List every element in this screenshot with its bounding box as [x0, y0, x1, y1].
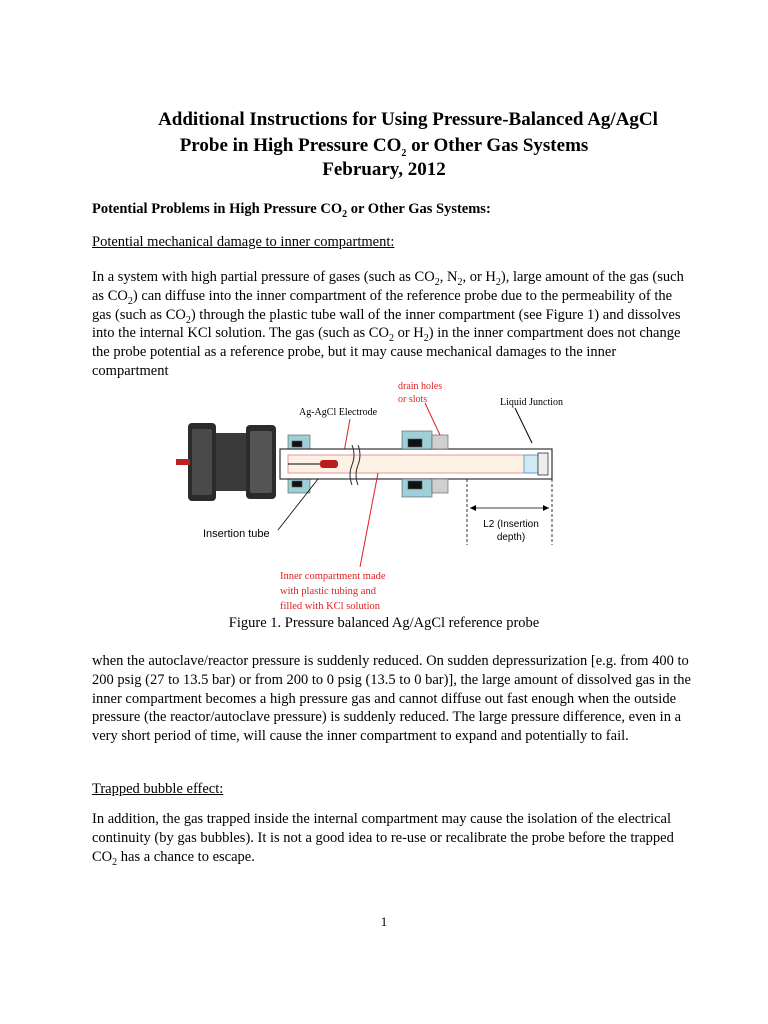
subheading-trapped-bubble: Trapped bubble effect: [92, 781, 224, 797]
inner-leader [360, 473, 378, 567]
drain-holes-label-2: or slots [398, 394, 428, 405]
paragraph-3: In addition, the gas trapped inside the internal compartment may cause the isolation of the electrical continuity (by gas bubbles). It is not a good idea to re-use or recalibrate the probe before the trapped $CO_2$ has a chance to escape. [92, 811, 674, 868]
title-date: February, 2012 [322, 159, 446, 180]
inner-compartment-label-3: filled with KCl solution [280, 601, 381, 612]
title-line-1: Additional Instructions for Using Pressure-Balanced Ag/AgCl [158, 109, 658, 130]
inner-compartment-label: Inner compartment made [280, 571, 386, 582]
l2-label-2: depth) [496, 532, 526, 543]
l2-label: L2 (Insertion [483, 519, 539, 530]
title-line-2: Probe in High Pressure $CO_2$ or Other Gas Systems [179, 135, 589, 159]
subheading-mechanical-damage: Potential mechanical damage to inner compartment: [92, 234, 395, 250]
drain-leader [425, 403, 440, 435]
drain-holes-label: drain holes [398, 381, 443, 392]
probe-diagram [170, 375, 590, 615]
liquid-junction [524, 455, 538, 473]
figure-caption: Figure 1. Pressure balanced Ag/AgCl reference probe [228, 615, 540, 631]
terminal-pin [176, 459, 190, 465]
compression-fitting [188, 423, 276, 501]
junction-leader [515, 408, 532, 443]
electrode-tip [320, 460, 338, 468]
section-heading: Potential Problems in High Pressure $CO_2$ or Other Gas Systems: [92, 201, 491, 220]
insertion-tube-label: Insertion tube [203, 528, 270, 540]
paragraph-2: when the autoclave/reactor pressure is suddenly reduced. On sudden depressurization [e.g. from 400 to 200 psig (27 to 13.5 bar) or from 200 to 0 psig (13.5 to 0 bar)], the large amount of dissolved gas in the inner compartment becomes a high pressure gas and cannot diffuse out fast enough when the outside pressure (the reactor/autoclave pressure) is suddenly reduced. The large pressure difference, even in a very short period of time, will cause the inner compartment to expand and potentially to fail. [92, 653, 691, 745]
inner-compartment-label-2: with plastic tubing and [280, 586, 376, 597]
page-number: 1 [380, 914, 388, 929]
paragraph-1: In a system with high partial pressure of gases (such as $CO_2$, $N_2$, or $H_2$), large amount of the gas (such as $CO_2$) can diffuse into the inner compartment of the reference probe due to the permeability of the gas (such as $CO_2$) through the plastic tube wall of the inner compartment (see Figure 1) and dissolves into the internal KCl solution. The gas (such as $CO_2$ or $H_2$) in the inner compartment does not change the probe potential as a reference probe, but it may cause mechanical damages to the inner compartment [92, 269, 684, 379]
liquid-junction-label: Liquid Junction [500, 397, 564, 408]
electrode-label: Ag-AgCl Electrode [299, 407, 378, 418]
